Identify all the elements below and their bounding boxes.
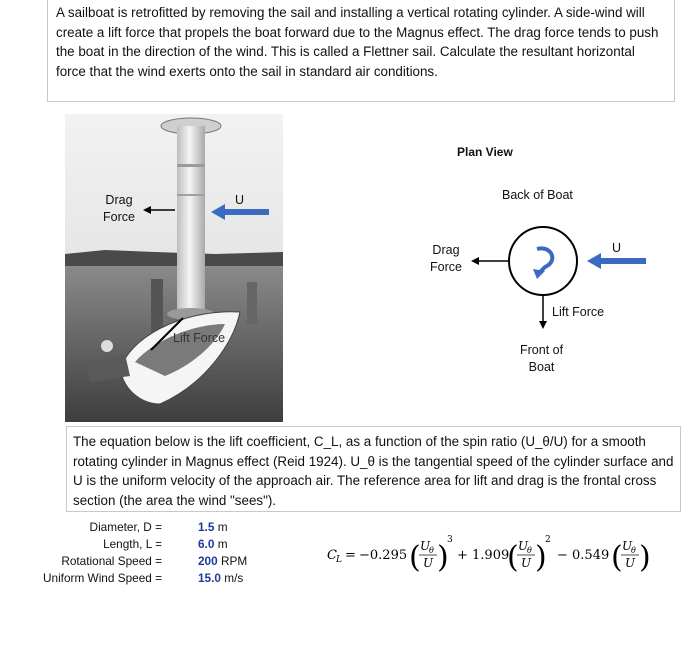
svg-text:+ 1.909: + 1.909	[457, 548, 510, 563]
svg-text:U: U	[521, 556, 532, 570]
photo-drag-label	[103, 192, 135, 226]
photo-drag-line1: Drag	[105, 193, 133, 207]
svg-text:U: U	[423, 556, 434, 570]
param-value-length	[198, 537, 228, 551]
diameter-value: 1.5	[198, 520, 215, 534]
front-line1: Front of	[520, 343, 564, 357]
svg-text:L: L	[336, 555, 342, 565]
svg-text:U: U	[622, 539, 633, 553]
param-label-wind-speed: Uniform Wind Speed =	[42, 571, 162, 585]
plan-drag-label	[430, 242, 462, 276]
equation-note-text: The equation below is the lift coefficient, C_L, as a function of the spin ratio (U_θ/U) for a smooth rotating cylinder in Magnus effect (Reid 1924). U_θ is the tangential speed of the cylinder surface and U is the uniform velocity of the approach air. The reference area for lift and drag is the frontal cross section (the area the wind "sees").	[73, 434, 674, 508]
param-label-diameter: Diameter, D =	[89, 520, 162, 534]
formula-render	[327, 530, 657, 578]
photo-u-label: U	[235, 193, 245, 207]
problem-text: A sailboat is retrofitted by removing the sail and installing a vertical rotating cylinder. A side-wind will create a lift force that propels the boat forward due to the Magnus effect. The drag force tends to push the boat in the direction of the wind. This is called a Flettner sail. Calculate the resultant horizontal force that the wind exerts onto the sail in standard air conditions.	[56, 5, 659, 79]
svg-text:U: U	[625, 556, 636, 570]
svg-text:θ: θ	[429, 546, 434, 555]
cylinder-circle	[509, 227, 577, 295]
param-value-diameter	[198, 520, 228, 534]
front-line2: Boat	[528, 360, 555, 374]
svg-text:θ: θ	[527, 546, 532, 555]
plan-u-label: U	[612, 241, 622, 255]
param-label-length: Length, L =	[103, 537, 162, 551]
diameter-unit: m	[217, 520, 228, 534]
svg-text:U: U	[518, 539, 529, 553]
param-label-rotational-speed: Rotational Speed =	[61, 554, 162, 568]
length-value: 6.0	[198, 537, 215, 551]
wind-speed-unit: m/s	[224, 571, 244, 585]
svg-text:(: (	[507, 540, 519, 575]
back-of-boat-label: Back of Boat	[502, 188, 573, 202]
photo-lift-label: Lift Force	[173, 331, 226, 345]
flettner-boat-photo	[65, 114, 283, 422]
svg-text:(: (	[611, 540, 623, 575]
problem-statement	[47, 0, 675, 102]
svg-text:): )	[639, 540, 651, 575]
svg-text:2: 2	[545, 535, 551, 545]
svg-text:C: C	[327, 548, 337, 563]
boat-photo-image	[65, 114, 283, 422]
svg-text:3: 3	[447, 535, 453, 545]
plan-drag-line2: Force	[430, 260, 462, 274]
rotational-speed-value: 200	[198, 554, 218, 568]
plan-drag-line1: Drag	[432, 243, 460, 257]
length-unit: m	[217, 537, 228, 551]
param-value-wind-speed	[198, 571, 243, 585]
lift-coefficient-formula	[327, 530, 657, 578]
param-value-rotational-speed	[198, 554, 247, 568]
svg-text:): )	[535, 540, 547, 575]
svg-text:(: (	[409, 540, 421, 575]
svg-text:=: =	[345, 548, 356, 563]
photo-drag-line2: Force	[103, 210, 135, 224]
wind-speed-value: 15.0	[198, 571, 221, 585]
plan-lift-label: Lift Force	[552, 305, 605, 319]
svg-text:− 0.549: − 0.549	[557, 548, 610, 563]
rotational-speed-unit: RPM	[220, 554, 248, 568]
wind-arrow	[600, 258, 646, 264]
svg-text:θ: θ	[631, 546, 636, 555]
coef-1: −0.295	[359, 548, 408, 563]
plan-view-shapes	[465, 215, 655, 330]
svg-text:): )	[437, 540, 449, 575]
svg-text:U: U	[420, 539, 431, 553]
front-of-boat-label	[520, 342, 563, 376]
plan-view-title: Plan View	[457, 145, 513, 159]
equation-note	[66, 426, 681, 512]
